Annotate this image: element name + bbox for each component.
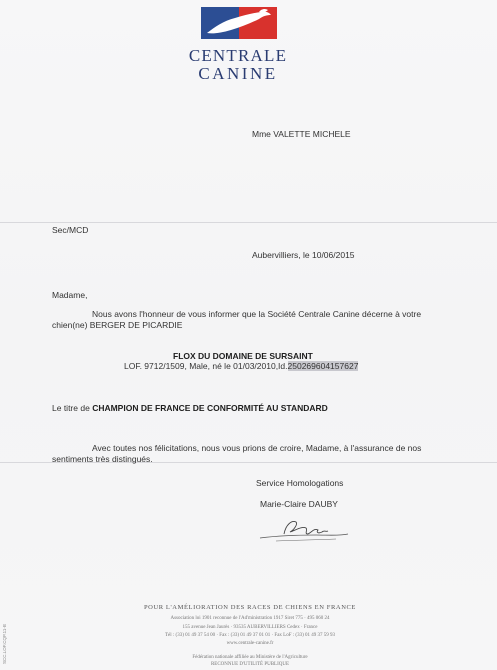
dog-id: 250269604157627: [287, 361, 359, 371]
closing-line-1: Avec toutes nos félicitations, nous vous prions de croire, Madame, à l'assurance de nos: [92, 443, 422, 453]
reference-code: Sec/MCD: [52, 225, 89, 235]
footer-line-4: www.centrale-canine.fr: [226, 641, 274, 646]
handwritten-signature-icon: [256, 514, 352, 544]
title-line: [52, 403, 328, 413]
footer-title: POUR L'AMÉLIORATION DES RACES DE CHIENS EN FRANCE: [143, 604, 357, 611]
footer-line-5: Fédération nationale affiliée au Ministère de l'Agriculture: [192, 655, 308, 660]
body-line-2: chien(ne) BERGER DE PICARDIE: [52, 320, 183, 330]
footer-line-3: Tél : (33) 01 49 37 54 00 · Fax : (33) 01 49 37 01 01 · Fax LoF : (33) 01 49 37 59 93: [165, 633, 335, 638]
brand-line-1: CENTRALE: [188, 46, 288, 65]
side-reference: [2, 618, 8, 664]
title-name: CHAMPION DE FRANCE DE CONFORMITÉ AU STANDARD: [92, 403, 328, 413]
dog-details: [124, 361, 358, 371]
closing-line-2: sentiments très distingués.: [52, 454, 153, 464]
signatory-name: Marie-Claire DAUBY: [260, 499, 338, 509]
salutation: Madame,: [52, 290, 88, 300]
centrale-canine-logo-icon: [201, 7, 277, 39]
place-date: Aubervilliers, le 10/06/2015: [252, 250, 355, 260]
dog-name: FLOX DU DOMAINE DE SURSAINT: [173, 351, 313, 361]
recipient-name: Mme VALETTE MICHELE: [252, 129, 351, 139]
brand-line-2: CANINE: [198, 64, 278, 83]
service-name: Service Homologations: [256, 478, 344, 488]
footer-line-6: RECONNUE D'UTILITÉ PUBLIQUE: [210, 662, 290, 667]
footer-line-1: Association loi 1901 reconnue de l'Ad'ministration 1917 Siret 775 · 495 060 24: [170, 616, 330, 621]
body-line-1: Nous avons l'honneur de vous informer que la Société Centrale Canine décerne à votre: [92, 309, 422, 319]
paper-fold-line: [0, 222, 497, 223]
side-reference-text: SCC.LOF.CQP.11-B: [2, 624, 7, 664]
title-prefix: Le titre de: [52, 403, 90, 413]
footer-line-2: 155 avenue Jean Jaurès · 93535 AUBERVILLIERS Cedex · France: [182, 625, 318, 630]
dog-registration: LOF. 9712/1509, Male, né le 01/03/2010,Id.: [124, 361, 288, 371]
